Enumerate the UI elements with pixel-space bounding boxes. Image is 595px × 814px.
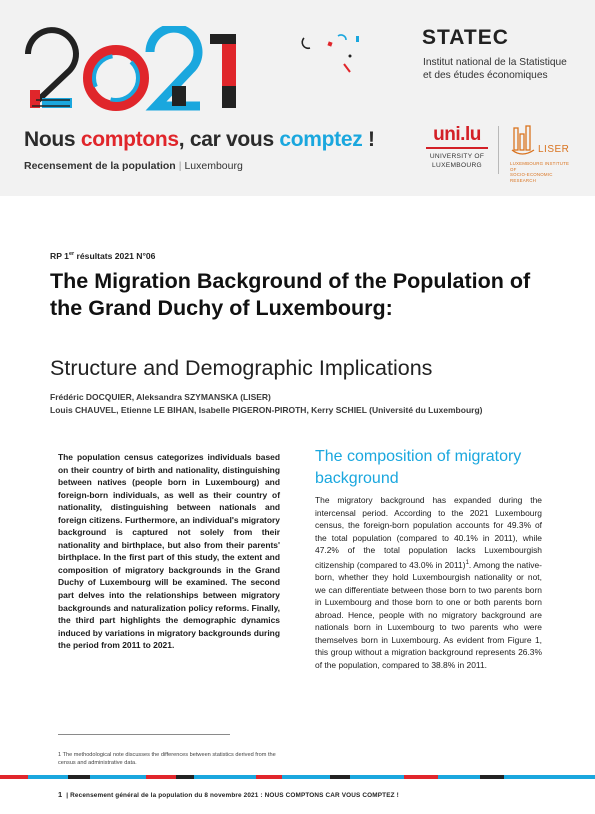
census-place: Luxembourg	[184, 160, 243, 172]
abstract-text: The population census categorizes individuals based on their country of birth and nationality, distinguishing between natives (people born in Luxembourg) and foreign-born individuals, as well as their country of nationality, distinguishing between nationals and foreign citizens. Furthermore, an individual's migratory background is captured not solely from their nationality and birthplace, but also from their parents' birthplace. In the first part of this study, the extent and composition of migratory backgrounds in the Grand Duchy of Luxembourg will be examined. The second part delves into the relationships between migratory backgrounds and naturalization policy reforms. Finally, the third part highlights the demographic dynamics induced by variations in migratory backgrounds during the period from 2011 to 2021.	[58, 452, 280, 651]
unilu-subtitle-line2: LUXEMBOURG	[432, 162, 482, 169]
footer-text: Recensement général de la population du 8 novembre 2021 : NOUS COMPTONS CAR VOUS COMPTEZ !	[70, 792, 399, 799]
campaign-slogan	[24, 128, 375, 152]
unilu-logo	[424, 124, 490, 170]
footer-separator: |	[66, 792, 69, 799]
page-footer	[58, 790, 399, 799]
logo-block-dark	[172, 86, 186, 106]
section-body-part2: . Among the native-born, whether they hold Luxembourgish nationality or not, we can differentiate between those born to two parents born in Luxembourg and those born to one or both parents born abroad. Hence, people with no migratory background are nationals born in Luxembourg to two parents who were themselves born in Luxembourg. As evident from Figure 1, this group without a migration background represents 26.3% of the population, compared to 38.8% in 2011.	[315, 559, 542, 670]
logo-divider	[498, 126, 499, 174]
unilu-underline	[426, 147, 488, 149]
page-number: 1	[58, 790, 63, 799]
liser-logo	[510, 124, 572, 160]
slogan-part1: Nous	[24, 128, 81, 151]
footnote-divider	[58, 734, 230, 735]
liser-subtitle-line2: SOCIO-ECONOMIC RESEARCH	[510, 172, 553, 183]
liser-subtitle	[510, 161, 572, 183]
logo-digit-0-inner	[94, 56, 138, 100]
census-separator: |	[178, 160, 182, 172]
census-label-text: Recensement de la population	[24, 160, 176, 172]
census-2021-logo	[22, 26, 252, 114]
census-label	[24, 160, 243, 172]
logo-digit-1-base	[222, 86, 236, 108]
liser-subtitle-line1: LUXEMBOURG INSTITUTE OF	[510, 161, 570, 172]
header-banner	[0, 0, 595, 196]
confetti-decoration	[298, 30, 378, 80]
series-label	[50, 251, 155, 261]
logo-digit-1-top	[210, 34, 236, 44]
section-body-part1: The migratory background has expanded during the intercensal period. According to the 2021 Luxembourg census, the foreign-born population accounts for 49.3% of the total population (compared to 40.1% in 2011), while 47.2% of the total population lacks Luxembourgish citizenship (compared to 43.0% in 2011)	[315, 495, 542, 570]
statec-subtitle-line2: et des études économiques	[423, 70, 548, 81]
footnote-text: 1 The methodological note discusses the differences between statistics derived from the census and administrative data.	[58, 752, 276, 766]
section-body	[315, 494, 542, 671]
unilu-subtitle-line1: UNIVERSITY OF	[429, 153, 485, 160]
liser-name: LISER	[538, 144, 570, 155]
statec-subtitle	[423, 56, 593, 82]
footnote-reference[interactable]: 1	[465, 559, 469, 566]
slogan-part3: , car vous	[178, 128, 280, 151]
footer-color-strip	[0, 775, 595, 779]
series-post: résultats 2021 N°06	[74, 251, 156, 261]
series-pre: RP 1	[50, 251, 69, 261]
document-title: The Migration Background of the Population of the Grand Duchy of Luxembourg:	[50, 269, 531, 320]
statec-subtitle-line1: Institut national de la Statistique	[423, 57, 567, 68]
statec-logo-name: STATEC	[422, 26, 509, 49]
slogan-part5: !	[362, 128, 375, 151]
series-sup: er	[68, 251, 75, 258]
slogan-comptez: comptez	[279, 128, 363, 151]
section-heading: The composition of migratory background	[315, 448, 522, 487]
logo-digit-0	[88, 50, 144, 106]
authors-line1: Frédéric DOCQUIER, Aleksandra SZYMANSKA (LISER)	[50, 392, 271, 402]
authors	[50, 391, 482, 416]
slogan-comptons: comptons	[80, 128, 179, 151]
unilu-mark: uni.lu	[433, 124, 481, 145]
authors-line2: Louis CHAUVEL, Etienne LE BIHAN, Isabelle PIGERON-PIROTH, Kerry SCHIEL (Université du Luxembourg)	[50, 404, 483, 415]
document-subtitle: Structure and Demographic Implications	[50, 356, 433, 380]
